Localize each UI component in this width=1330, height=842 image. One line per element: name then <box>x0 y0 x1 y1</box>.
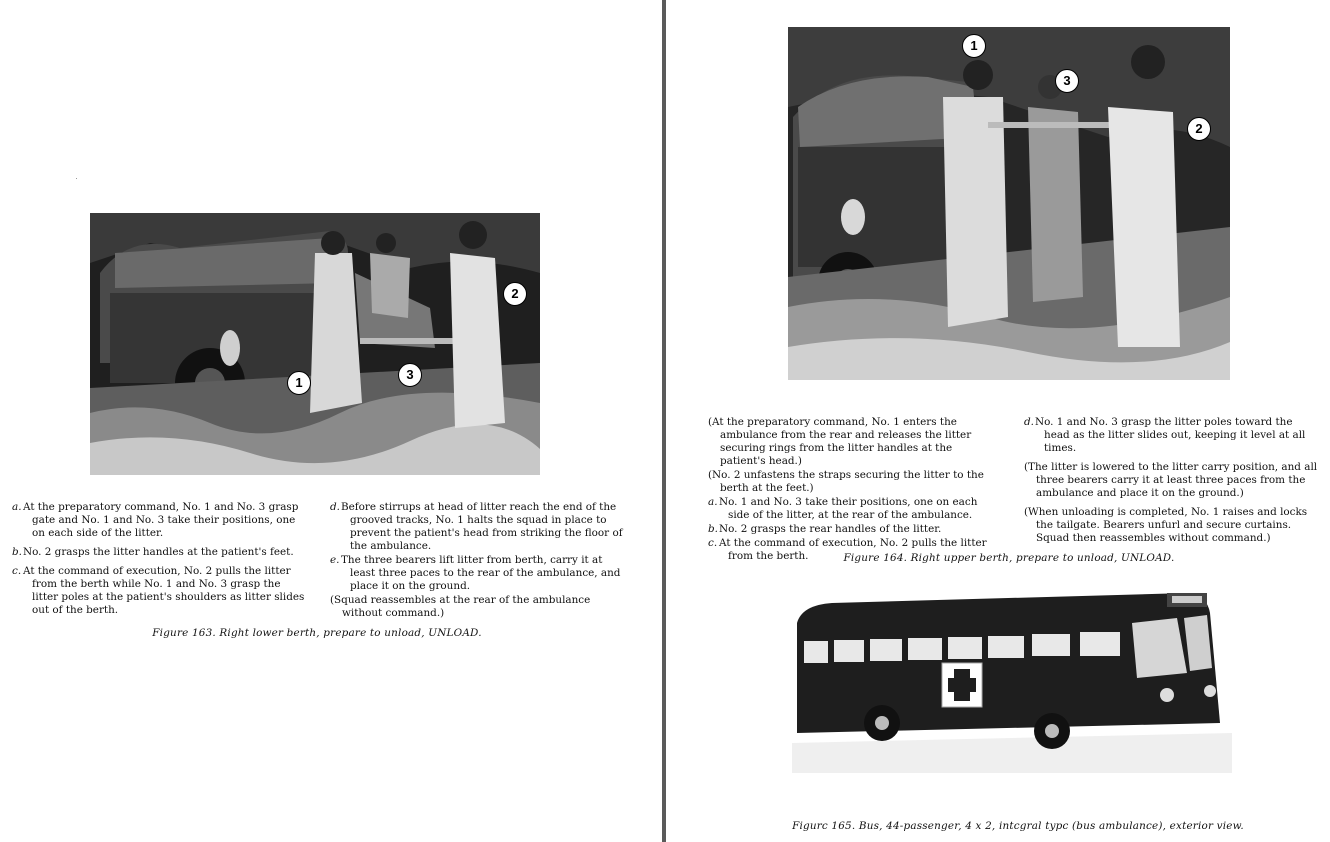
left-text-column-2 <box>330 501 626 626</box>
left-text-column-1 <box>12 501 307 623</box>
page-divider <box>662 0 666 842</box>
figure-164-callout-3: 3 <box>1055 69 1079 93</box>
figure-164-photo <box>788 27 1230 380</box>
step-d: d. Before stirrups at head of litter reach the end of the grooved tracks, No. 1 halts the squad in place to prevent the patient's head from striking the floor of the ambulance. <box>330 501 623 552</box>
preparatory-note: (At the preparatory command, No. 1 enters the ambulance from the rear and releases the litter securing rings from the litter handles at the patient's head.) <box>708 416 972 467</box>
figure-163-callout-2: 2 <box>503 282 527 306</box>
straps-note: (No. 2 unfastens the straps securing the litter to the berth at the feet.) <box>708 469 984 494</box>
figure-163-callout-1: 1 <box>287 371 311 395</box>
step-e: e. The three bearers lift litter from berth, carry it at least three paces to the rear of the ambulance, and place it on the ground. <box>330 554 621 592</box>
step-d-right: d. No. 1 and No. 3 grasp the litter poles toward the head as the litter slides out, keeping it level at all times. <box>1024 416 1306 454</box>
right-page <box>668 0 1330 842</box>
right-text-column-2 <box>1024 416 1318 551</box>
figure-163-photo <box>90 213 540 475</box>
left-page <box>0 0 662 842</box>
figure-164-callout-2: 2 <box>1187 117 1211 141</box>
litter-lowered-note: (The litter is lowered to the litter carry position, and all three bearers carry it at least three paces from the ambulance and place it on the ground.) <box>1024 461 1318 499</box>
step-c: c. At the command of execution, No. 2 pulls the litter from the berth while No. 1 and No. 3 grasp the litter poles at the patient's shoulders as litter slides out of the berth. <box>12 565 305 616</box>
figure-164-callout-1: 1 <box>962 34 986 58</box>
unloading-completed-note: (When unloading is completed, No. 1 raises and locks the tailgate. Bearers unfurl and secure curtains. Squad then reassembles without command.) <box>1024 506 1308 544</box>
figure-163-callout-3: 3 <box>398 363 422 387</box>
right-text-column-1 <box>708 416 1001 564</box>
figure-164-caption: Figure 164. Right upper berth, prepare to unload, UNLOAD. <box>843 552 1175 564</box>
figure-163-caption: Figure 163. Right lower berth, prepare to unload, UNLOAD. <box>152 627 482 639</box>
step-b: b. No. 2 grasps the litter handles at the patient's feet. <box>12 546 294 558</box>
step-a: a. At the preparatory command, No. 1 and No. 3 grasp gate and No. 1 and No. 3 take their positions, one on each side of the litter. <box>12 501 299 539</box>
figure-165-caption: Figurc 165. Bus, 44-passenger, 4 x 2, intcgral typc (bus ambulance), exterior view. <box>792 820 1244 832</box>
step-b-right: b. No. 2 grasps the rear handles of the litter. <box>708 523 942 535</box>
squad-reassembles-note: (Squad reassembles at the rear of the ambulance without command.) <box>330 594 591 619</box>
step-a-right: a. No. 1 and No. 3 take their positions, one on each side of the litter, at the rear of the ambulance. <box>708 496 978 521</box>
figure-165-photo <box>792 583 1232 773</box>
step-c-right: c. At the command of execution, No. 2 pulls the litter from the berth. <box>708 537 987 562</box>
